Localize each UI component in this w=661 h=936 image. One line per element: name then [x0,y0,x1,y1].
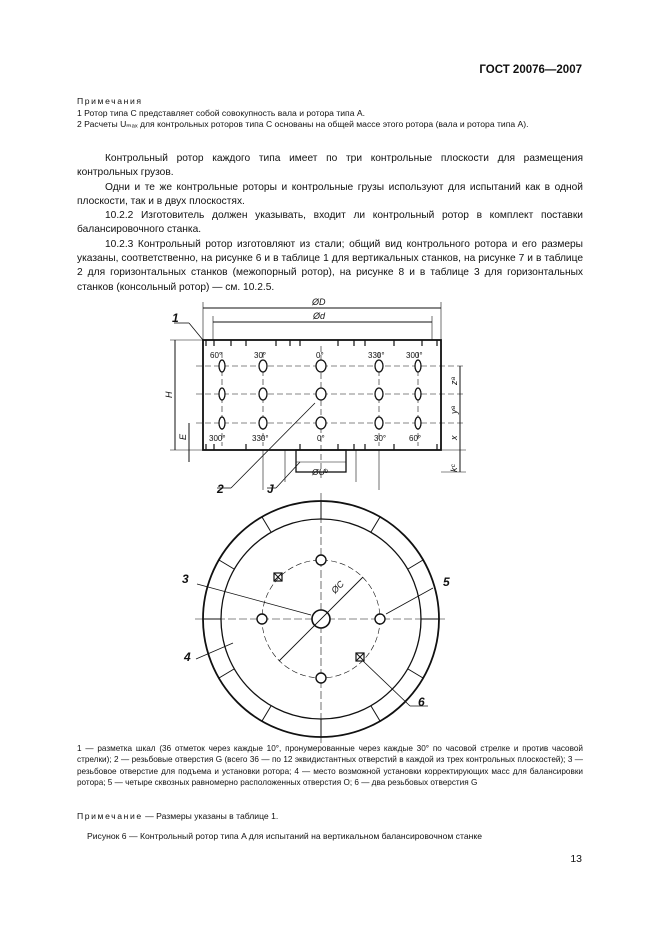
angle-label: 300° [406,351,423,360]
angle-label: 0° [317,434,325,443]
dim-U-label: ØUᵇ [312,467,328,477]
note-heading: Примечание [77,811,143,821]
paragraph: Контрольный ротор каждого типа имеет по три контрольные плоскости для размещения контрольных грузов. [77,153,583,179]
callout-1: 1 [172,311,179,325]
rotor-top-view [195,493,447,745]
dim-D-label: ØD [312,297,326,307]
callout-6: 6 [418,695,425,709]
dim-y-label: yᵃ [449,406,459,414]
figure-caption: Рисунок 6 — Контрольный ротор типа A для испытаний на вертикальном балансировочном станке [87,831,482,841]
callout-J: J [267,482,274,496]
angle-label: 0° [316,351,324,360]
note-item-2: 2 Расчеты Uₘₐₓ для контрольных роторов типа C основаны на общей массе этого ротора (вала и ротора типа A). [77,119,529,129]
callout-5: 5 [443,575,450,589]
callout-3: 3 [182,572,189,586]
note-text: — Размеры указаны в таблице 1. [145,811,279,821]
dim-x-label: x [449,435,459,440]
angle-label: 30° [254,351,267,360]
angle-label: 330° [368,351,385,360]
dim-H-label: H [164,391,174,398]
angle-label: 60° [210,351,223,360]
angle-label: 330° [252,434,269,443]
angle-label: 60° [409,434,422,443]
angle-label: 300° [209,434,226,443]
standard-header: ГОСТ 20076—2007 [479,64,582,76]
note-bottom [77,811,278,823]
threaded-holes-G [219,360,421,429]
notes-heading: Примечания [77,96,143,106]
figure-legend: 1 — разметка шкал (36 отметок через каждые 10°, пронумерованные через каждые 30° по часовой стрелке и против часовой стрелки); 2 — резьбовые отверстия G (всего 36 — по 12 эквидистантных отверстий в каждой из трех контрольных плоскостей); 3 — резьбовое отверстие для подъема и установки ротора; 4 — место возможной установки корректирующих масс для балансировки ротора; 5 — четыре сквозных равномерно расположенных отверстия O; 6 — два резьбовых отверстия G [77,744,583,787]
dim-E-label: E [178,433,188,440]
angle-label: 30° [374,434,387,443]
dim-k-label: kᶜ [449,464,459,472]
callout-2: 2 [217,482,224,496]
dim-C-label: ØC [329,578,346,596]
plane-center-lines [196,346,466,480]
paragraph: 10.2.2 Изготовитель должен указывать, входит ли контрольный ротор в комплект поставки балансировочного станка. [77,210,583,236]
paragraph: 10.2.3 Контрольный ротор изготовляют из стали; общий вид контрольного ротора и его размеры указаны, соответственно, на рисунке 6 и в таблице 1 для вертикальных станков, на рисунке 7 и в таблице 2 для горизонтальных станков (межопорный ротор), на рисунке 8 и в таблице 3 для горизонтальных станков (консольный ротор) — см. 10.2.5. [77,238,583,293]
callout-4: 4 [184,650,191,664]
page-number: 13 [570,853,582,865]
dim-d-label: Ød [313,311,326,321]
dim-z-label: zᵃ [449,377,459,385]
note-item-1: 1 Ротор типа C представляет собой совокупность вала и ротора типа A. [77,107,365,118]
paragraph: Одни и те же контрольные роторы и контрольные грузы используют для испытаний как в одной плоскости, так и в двух плоскостях. [77,181,583,207]
